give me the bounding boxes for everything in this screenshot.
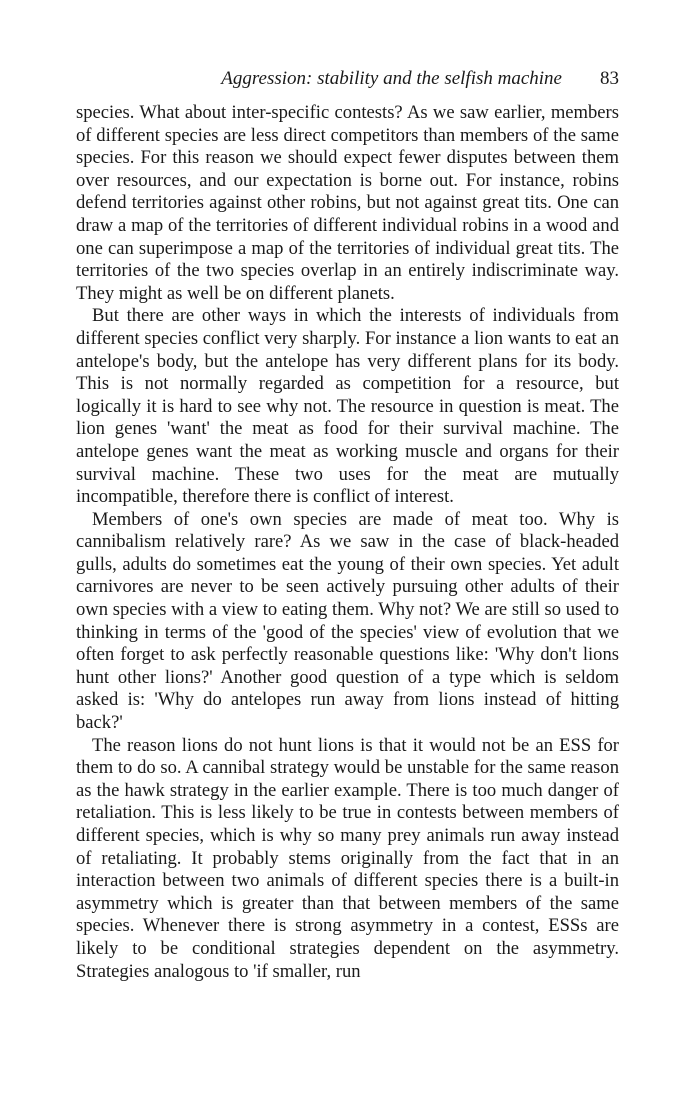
page-number: 83 [600,68,619,89]
paragraph: The reason lions do not hunt lions is that it would not be an ESS for them to do so. A cannibal strategy would be unstable for the same reason as the hawk strategy in the earlier example. There is too much danger of retaliation. This is less likely to be true in contests between members of different species, which is why so many prey animals run away instead of retaliating. It probably stems originally from the fact that in an interaction between two animals of different species there is a built-in asymmetry which is greater than that between members of the same species. Whenever there is strong asymmetry in a contest, ESSs are likely to be conditional strategies dependent on the asymmetry. Strategies analogous to 'if smaller, run [76,734,619,982]
body-text [76,102,619,983]
paragraph: species. What about inter-specific contests? As we saw earlier, members of different species are less direct competitors than members of the same species. For this reason we should expect fewer disputes between them over resources, and our expectation is borne out. For instance, robins defend territories against other robins, but not against great tits. One can draw a map of the territories of different individual robins in a wood and one can superimpose a map of the territories of individual great tits. The territories of the two species overlap in an entirely indiscriminate way. They might as well be on different planets. [76,102,619,304]
paragraph: Members of one's own species are made of meat too. Why is cannibalism relatively rare? As we saw in the case of black-headed gulls, adults do sometimes eat the young of their own species. Yet adult carnivores are never to be seen actively pursuing other adults of their own species with a view to eating them. Why not? We are still so used to thinking in terms of the 'good of the species' view of evolution that we often forget to ask perfectly reasonable questions like: 'Why don't lions hunt other lions?' Another good question of a type which is seldom asked is: 'Why do antelopes run away from lions instead of hitting back?' [76,508,619,734]
paragraph: But there are other ways in which the interests of individuals from different species conflict very sharply. For instance a lion wants to eat an antelope's body, but the antelope has very different plans for its body. This is not normally regarded as competition for a resource, but logically it is hard to see why not. The resource in question is meat. The lion genes 'want' the meat as food for their survival machine. The antelope genes want the meat as working muscle and organs for their survival machine. These two uses for the meat are mutually incompatible, therefore there is conflict of interest. [76,305,619,508]
page-header [76,66,619,92]
running-title: Aggression: stability and the selfish machine [221,68,562,89]
